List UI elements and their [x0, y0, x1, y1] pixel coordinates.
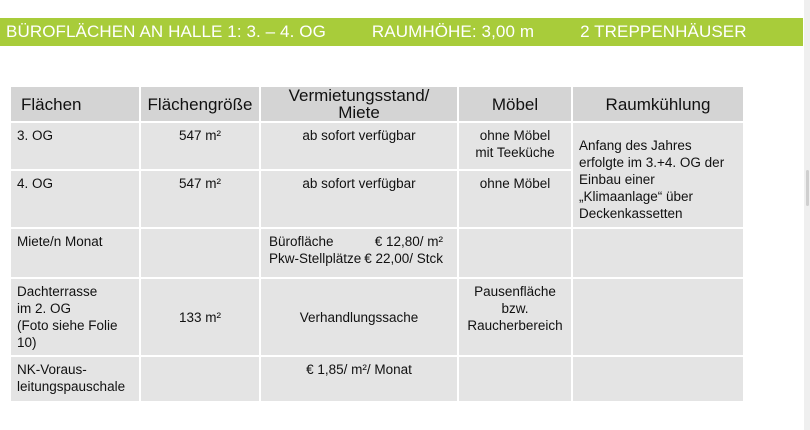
- rent-parking-label: Pkw-Stellplätze: [269, 251, 362, 266]
- table-row: [11, 229, 743, 277]
- area-line: leitungspauschale: [17, 379, 126, 394]
- furniture-line: Raucherbereich: [467, 318, 563, 333]
- column-header-size: Flächengröße: [141, 87, 259, 121]
- cell-cooling-empty: [573, 229, 743, 277]
- area-line: NK-Voraus-: [17, 362, 87, 377]
- rent-office: [267, 233, 451, 250]
- table-row: [11, 123, 743, 169]
- cell-size-empty: [141, 357, 259, 401]
- rent-parking: [267, 250, 451, 267]
- cell-size-empty: [141, 229, 259, 277]
- furniture-line: Pausenfläche: [474, 284, 556, 299]
- table-row: [11, 279, 743, 355]
- cell-furniture: ohne Möbel: [459, 171, 571, 227]
- cell-cooling-empty: [573, 357, 743, 401]
- cell-area: [11, 279, 139, 355]
- area-line: Dachterrasse: [17, 284, 98, 299]
- header-staircases: 2 TREPPENHÄUSER: [580, 22, 747, 41]
- table-header-row: [11, 87, 743, 121]
- table-row: [11, 357, 743, 401]
- furniture-line: ohne Möbel: [479, 128, 551, 143]
- cell-size: 547 m²: [141, 123, 259, 169]
- slide-header: [0, 18, 803, 46]
- cell-furniture: [459, 279, 571, 355]
- furniture-line: bzw.: [501, 301, 529, 316]
- cell-area: [11, 357, 139, 401]
- office-space-table: [9, 85, 745, 403]
- cell-furniture-empty: [459, 357, 571, 401]
- header-ceiling-height: RAUMHÖHE: 3,00 m: [371, 22, 535, 41]
- cell-status: ab sofort verfügbar: [261, 171, 457, 227]
- column-header-status: Vermietungsstand/ Miete: [261, 87, 457, 121]
- cell-status: € 1,85/ m²/ Monat: [261, 357, 457, 401]
- cell-furniture: [459, 123, 571, 169]
- column-header-cooling: Raumkühlung: [573, 87, 743, 121]
- cell-cooling-empty: [573, 279, 743, 355]
- scroll-handle[interactable]: [806, 170, 809, 206]
- cell-status: Verhandlungssache: [261, 279, 457, 355]
- header-title: BÜROFLÄCHEN AN HALLE 1: 3. – 4. OG: [6, 22, 326, 41]
- furniture-line: mit Teeküche: [475, 145, 555, 160]
- area-line: im 2. OG: [17, 301, 72, 316]
- area-line: (Foto siehe Folie 10): [17, 318, 118, 350]
- column-header-furniture: Möbel: [459, 87, 571, 121]
- window-edge: [804, 0, 810, 430]
- cell-size: 133 m²: [141, 279, 259, 355]
- cell-furniture-empty: [459, 229, 571, 277]
- column-header-areas: Flächen: [11, 87, 139, 121]
- rent-parking-value: € 22,00/ Stck: [364, 251, 443, 266]
- cell-area: Miete/n Monat: [11, 229, 139, 277]
- rent-office-value: € 12,80/ m²: [374, 234, 443, 249]
- cell-size: 547 m²: [141, 171, 259, 227]
- cell-area: 4. OG: [11, 171, 139, 227]
- cell-status: ab sofort verfügbar: [261, 123, 457, 169]
- cell-cooling: Anfang des Jahres erfolgte im 3.+4. OG der Einbau einer „Klimaanlage“ über Deckenkassetten: [573, 123, 743, 227]
- cell-rent: [261, 229, 457, 277]
- rent-office-label: Bürofläche: [269, 234, 334, 249]
- cell-area: 3. OG: [11, 123, 139, 169]
